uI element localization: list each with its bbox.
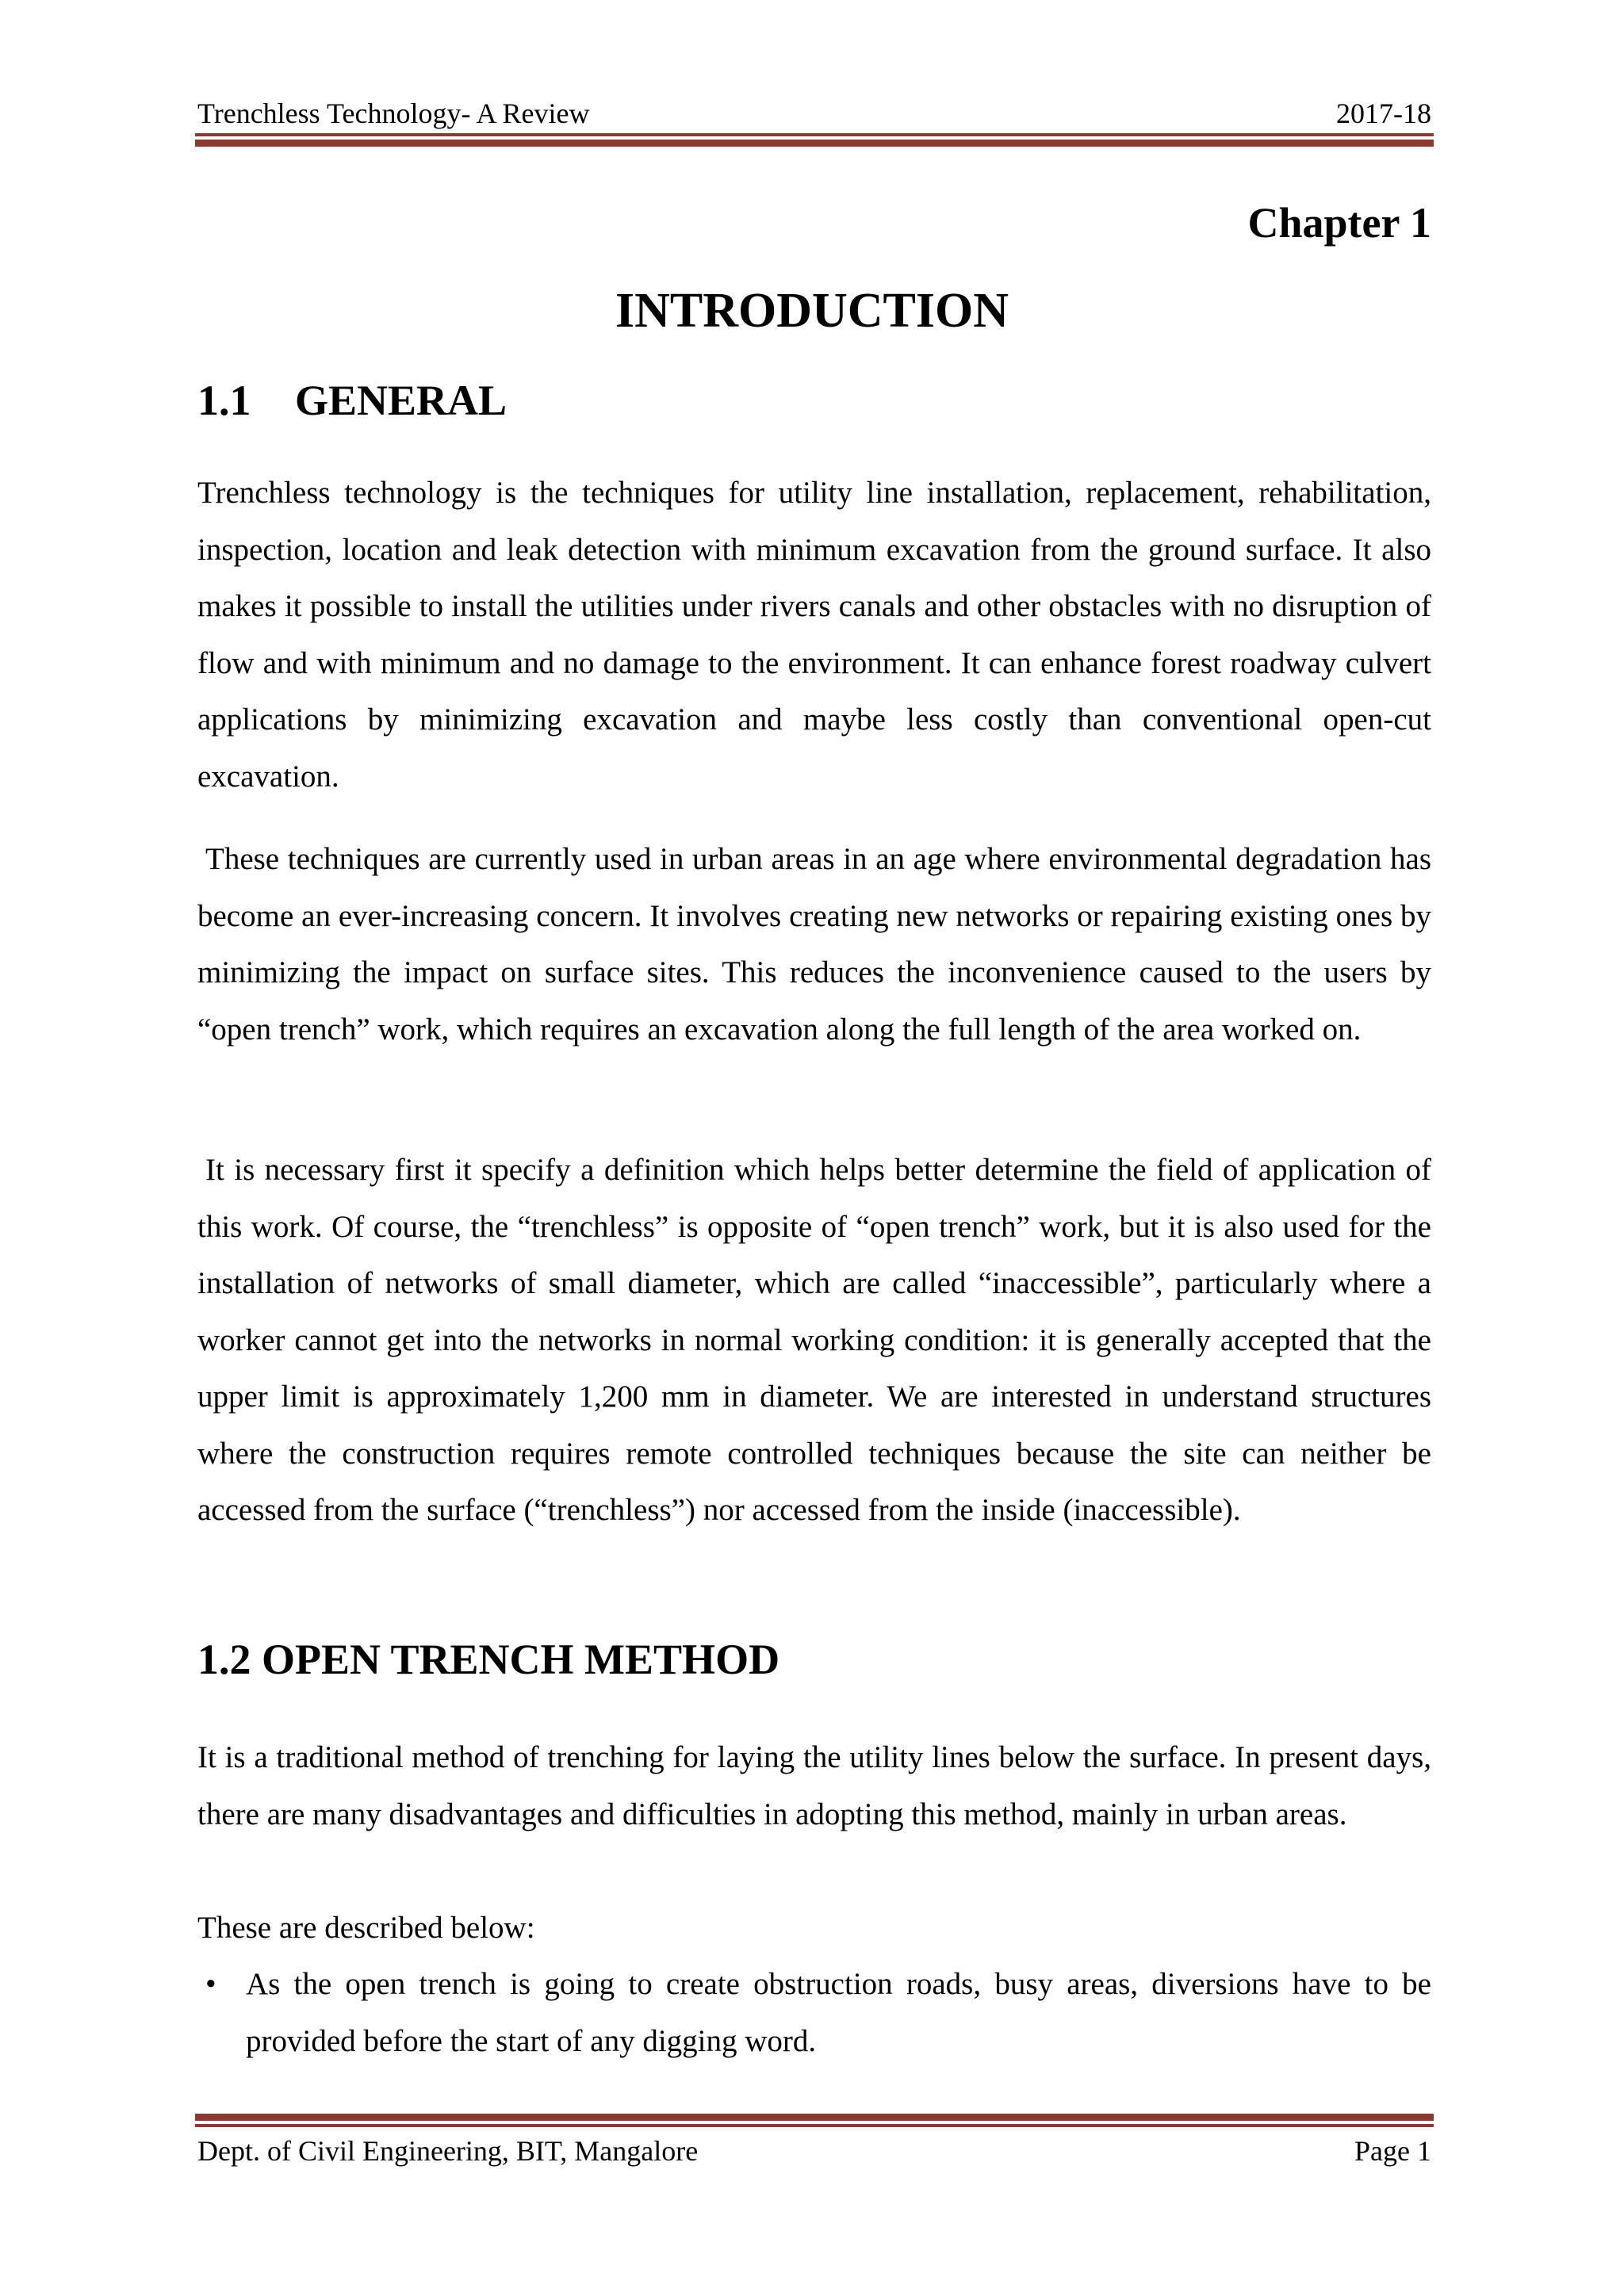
paragraph: These are described below: — [197, 1911, 535, 1945]
paragraph: It is necessary first it specify a definition which helps better determine the field of application of this work. Of course, the “trenchless” is opposite of “open trench” work, but it is also used for the installation of networks of small diameter, which are called “inaccessible”, particularly where a worker cannot get into the networks in normal working condition: it is generally accepted that the upper limit is approximately 1,200 mm in diameter. We are interested in understand structures where the construction requires remote controlled techniques because the site can neither be accessed from the surface (“trenchless”) nor accessed from the inside (inaccessible). — [197, 1153, 1431, 1527]
header-rule — [195, 133, 1434, 147]
page-title: INTRODUCTION — [615, 284, 1009, 338]
page-number: Page 1 — [1354, 2135, 1431, 2167]
section-title: GENERAL — [295, 377, 508, 424]
paragraph: It is a traditional method of trenching for laying the utility lines below the surface. In present days, there are many disadvantages and difficulties in adopting this method, mainly in urban areas. — [197, 1740, 1431, 1831]
header-year: 2017-18 — [1336, 98, 1431, 129]
bullet-list — [197, 1956, 1431, 2069]
header-title: Trenchless Technology- A Review — [197, 98, 590, 129]
list-item — [197, 1956, 1431, 2069]
footer-department: Dept. of Civil Engineering, BIT, Mangalore — [197, 2135, 699, 2167]
page-footer — [197, 2131, 1431, 2171]
page-header — [197, 94, 1431, 133]
footer-rule — [195, 2114, 1434, 2127]
section-heading-general — [197, 373, 507, 428]
paragraph: Trenchless technology is the techniques for utility line installation, replacement, rehabilitation, inspection, location and leak detection with minimum excavation from the ground surface. It also makes it possible to install the utilities under rivers canals and other obstacles with no disruption of flow and with minimum and no damage to the environment. It can enhance forest roadway culvert applications by minimizing excavation and maybe less costly than conventional open-cut excavation. — [197, 476, 1431, 794]
bullet-icon: • — [205, 1967, 216, 2001]
paragraph: These techniques are currently used in urban areas in an age where environmental degradation has become an ever-increasing concern. It involves creating new networks or repairing existing ones by minimizing the impact on surface sites. This reduces the inconvenience caused to the users by “open trench” work, which requires an excavation along the full length of the area worked on. — [197, 842, 1431, 1047]
chapter-label: Chapter 1 — [1247, 199, 1431, 247]
section-heading-open-trench: 1.2 OPEN TRENCH METHOD — [197, 1636, 780, 1683]
list-item-text: As the open trench is going to create obstruction roads, busy areas, diversions have to be provided before the start of any digging word. — [246, 1967, 1431, 2058]
section-number: 1.1 — [197, 377, 251, 424]
